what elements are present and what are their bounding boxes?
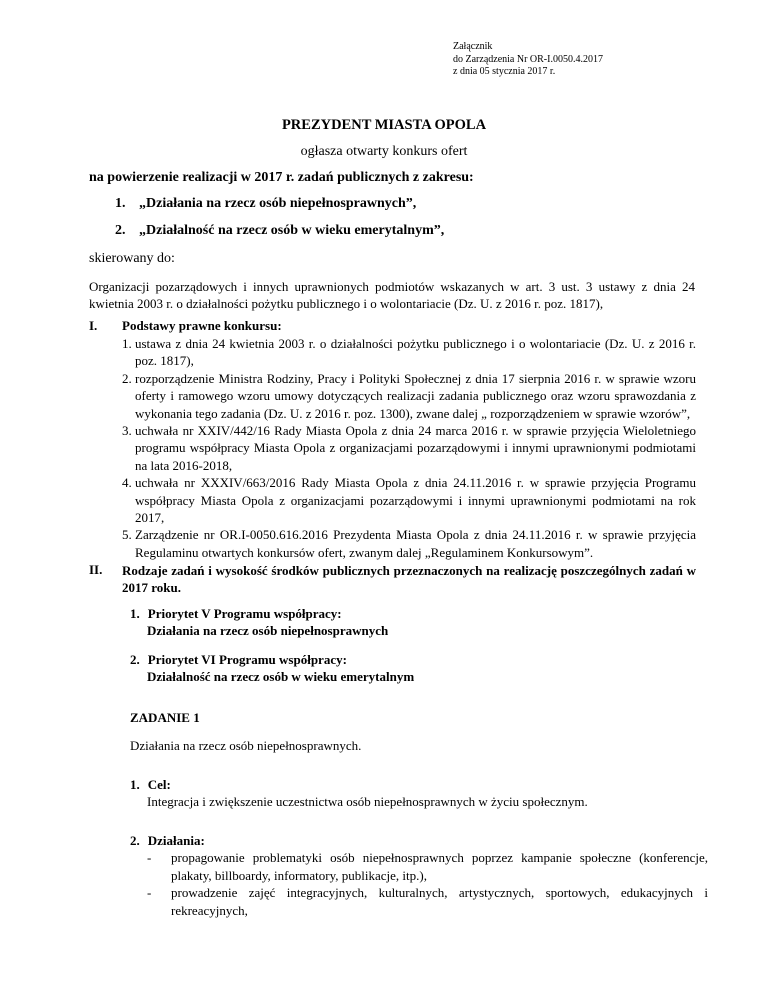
priority-1: [130, 605, 388, 639]
priority-number: 2.: [130, 652, 140, 667]
task-heading: ZADANIE 1: [130, 710, 200, 725]
scope-item-2: [115, 223, 444, 239]
actions-number: 2.: [130, 833, 140, 848]
actions-title: Działania:: [147, 833, 205, 848]
scope-heading: na powierzenie realizacji w 2017 r. zadań publicznych z zakresu:: [89, 170, 474, 185]
action-item: [130, 849, 708, 884]
annex-note: [453, 41, 603, 79]
priority-description: Działania na rzecz osób niepełnosprawnych: [147, 623, 389, 638]
list-item: [122, 335, 696, 370]
list-item-text: Zarządzenie nr OR.I-0050.616.2016 Prezydenta Miasta Opola z dnia 24.11.2016 r. w sprawie przyjęcia Regulaminu otwartych konkursów ofert, zwanym dalej „Regulaminem Konkursowym”.: [135, 527, 696, 560]
priority-2: [130, 651, 414, 685]
task-name: Działania na rzecz osób niepełnosprawnych.: [130, 738, 362, 753]
scope-item-text: „Działalność na rzecz osób w wieku emerytalnym”,: [139, 223, 445, 238]
list-item-number: 2.: [122, 370, 132, 386]
list-item-text: uchwała nr XXXIV/663/2016 Rady Miasta Opola z dnia 24.11.2016 r. w sprawie przyjęcia Programu współpracy Miasta Opola z organizacjami pozarządowymi i innymi uprawnionymi podmiotami na rok 2017,: [135, 475, 696, 526]
section-2-heading: Rodzaje zadań i wysokość środków publicznych przeznaczonych na realizację poszczególnych zadań w 2017 roku.: [122, 563, 696, 595]
legal-basis-list: [122, 335, 696, 561]
list-item: [122, 370, 696, 422]
document-title: PREZYDENT MIASTA OPOLA: [281, 117, 487, 133]
action-item-text: prowadzenie zajęć integracyjnych, kulturalnych, artystycznych, sportowych, edukacyjnych i rekreacyjnych,: [171, 885, 708, 918]
section-2-roman: II.: [89, 562, 103, 577]
priority-number: 1.: [130, 606, 140, 621]
priority-description: Działalność na rzecz osób w wieku emerytalnym: [147, 669, 415, 684]
annex-line-3: z dnia 05 stycznia 2017 r.: [453, 66, 556, 77]
scope-item-number: 2.: [115, 223, 126, 238]
task-goal: [130, 776, 588, 810]
priority-title: Priorytet V Programu współpracy:: [147, 606, 342, 621]
document-subtitle: ogłasza otwarty konkurs ofert: [300, 144, 468, 159]
bullet-dash: -: [147, 850, 152, 866]
annex-line-1: Załącznik: [453, 41, 493, 52]
section-1-roman: I.: [89, 318, 98, 333]
addressees-text: Organizacji pozarządowych i innych uprawnionych podmiotów wskazanych w art. 3 ust. 3 ustawy z dnia 24 kwietnia 2003 r. o działalności pożytku publicznego i o wolontariacie (Dz. U. z 2016 r. poz. 1817),: [89, 279, 695, 311]
addressed-to-label: skierowany do:: [89, 251, 175, 266]
goal-number: 1.: [130, 777, 140, 792]
section-1-heading: Podstawy prawne konkursu:: [122, 318, 282, 333]
list-item-text: rozporządzenie Ministra Rodziny, Pracy i Polityki Społecznej z dnia 17 sierpnia 2016 r. w sprawie wzoru oferty i ramowego wzoru umowy dotyczących realizacji zadania publicznego oraz wzoru sprawozdania z wykonania tego zadania (Dz. U. z 2016 r. poz. 1300), zwane dalej „ rozporządzeniem w sprawie wzorów”,: [135, 370, 696, 421]
list-item-text: uchwała nr XXIV/442/16 Rady Miasta Opola z dnia 24 marca 2016 r. w sprawie przyjęcia Wieloletniego programu współpracy Miasta Opola z organizacjami pozarządowymi i innymi uprawnionymi podmiotami na lata 2016-2018,: [135, 423, 696, 473]
scope-item-number: 1.: [115, 196, 126, 211]
goal-title: Cel:: [147, 777, 171, 792]
list-item-text: ustawa z dnia 24 kwietnia 2003 r. o działalności pożytku publicznego i o wolontariacie (Dz. U. z 2016 r. poz. 1817),: [135, 336, 696, 369]
priority-title: Priorytet VI Programu współpracy:: [147, 652, 347, 667]
list-item: [122, 422, 696, 474]
bullet-dash: -: [147, 885, 152, 901]
list-item-number: 5.: [122, 527, 132, 543]
list-item-number: 1.: [122, 336, 132, 351]
goal-text: Integracja i zwiększenie uczestnictwa osób niepełnosprawnych w życiu społecznym.: [147, 794, 588, 809]
list-item-number: 4.: [122, 475, 132, 491]
annex-line-2: do Zarządzenia Nr OR-I.0050.4.2017: [453, 53, 603, 65]
scope-item-text: „Działania na rzecz osób niepełnosprawnych”,: [139, 196, 417, 211]
scope-item-1: [115, 196, 416, 212]
action-item: [130, 884, 708, 919]
action-item-text: propagowanie problematyki osób niepełnosprawnych poprzez kampanie społeczne (konferencje, plakaty, billboardy, informatory, publikacje, itp.),: [171, 850, 708, 883]
list-item-number: 3.: [122, 423, 132, 439]
list-item: [122, 526, 696, 561]
list-item: [122, 474, 696, 526]
task-actions: [130, 832, 708, 919]
